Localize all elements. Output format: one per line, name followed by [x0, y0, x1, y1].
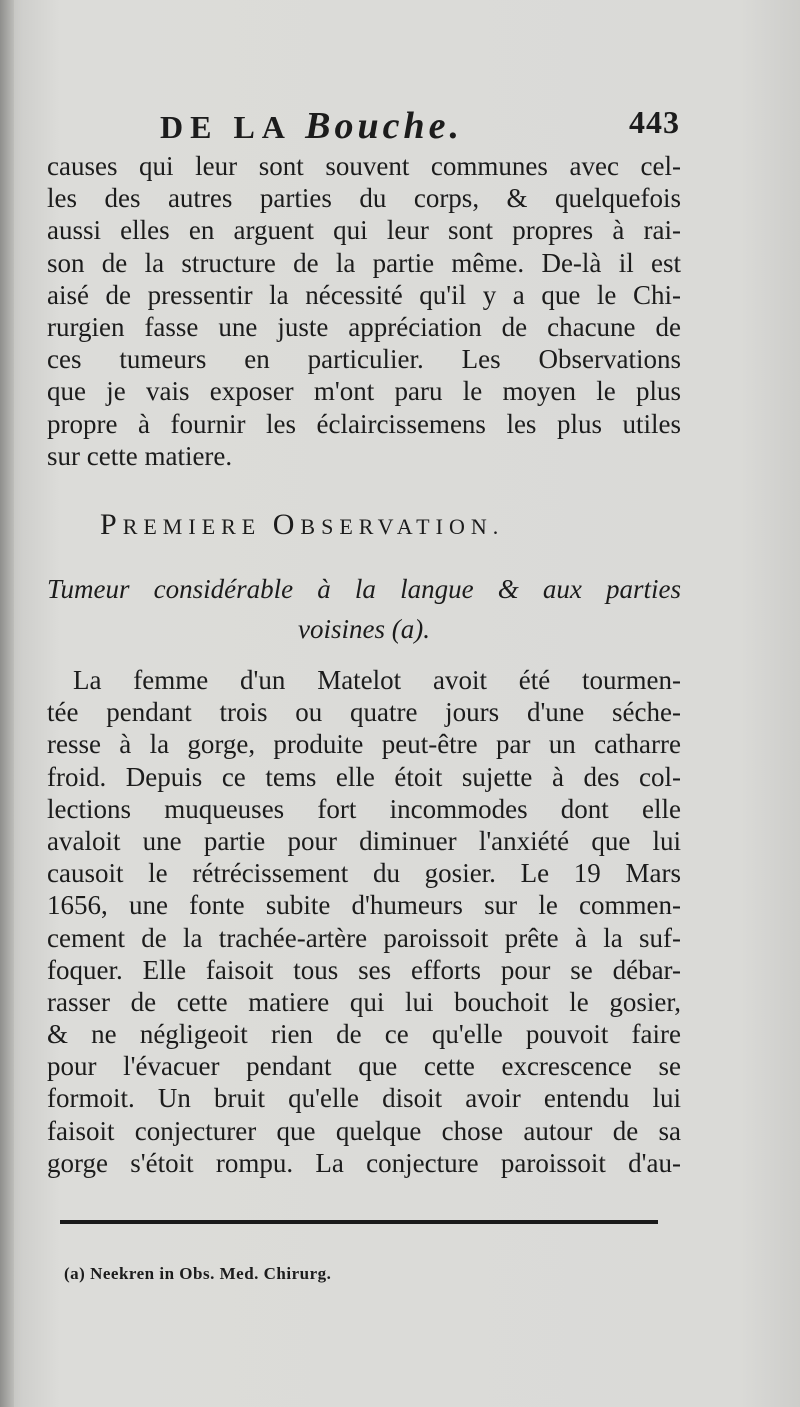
- text-line: froid. Depuis ce tems elle étoit sujette à des col-: [47, 761, 681, 792]
- section-title-part: REMIERE: [122, 514, 273, 539]
- text-line: 1656, une fonte subite d'humeurs sur le commen-: [47, 890, 681, 921]
- text-line: gorge s'étoit rompu. La conjecture paroissoit d'au-: [47, 1147, 681, 1178]
- text-line: formoit. Un bruit qu'elle disoit avoir entendu lui: [47, 1083, 681, 1114]
- text-line: que je vais exposer m'ont paru le moyen le plus: [47, 376, 681, 407]
- text-line: ces tumeurs en particulier. Les Observations: [47, 344, 681, 375]
- section-title-initial: P: [100, 508, 123, 541]
- page-header: [160, 104, 680, 148]
- text-line: causes qui leur sont souvent communes avec cel-: [47, 151, 681, 181]
- page-number: 443: [629, 104, 680, 140]
- text-line: cement de la trachée-artère paroissoit prête à la suf-: [47, 922, 681, 953]
- text-line: les des autres parties du corps, & quelquefois: [47, 183, 681, 214]
- text-line: rurgien fasse une juste appréciation de chacune de: [47, 311, 681, 342]
- text-line: lections muqueuses fort incommodes dont elle: [47, 793, 681, 824]
- running-title-prefix: DE LA: [160, 109, 291, 145]
- subtitle-line: Tumeur considérable à la langue & aux parties: [47, 574, 681, 604]
- intro-paragraph: [47, 150, 681, 472]
- section-title-initial: O: [272, 508, 301, 541]
- text-line: causoit le rétrécissement du gosier. Le 19 Mars: [47, 858, 681, 889]
- text-line: aisé de pressentir la nécessité qu'il y a que le Chi-: [47, 279, 681, 310]
- text-line: aussi elles en arguent qui leur sont propres à rai-: [47, 215, 681, 246]
- subtitle-line: voisines (a).: [298, 614, 430, 644]
- text-line: son de la structure de la partie même. De-là il est: [47, 247, 681, 278]
- running-title: [160, 104, 463, 148]
- text-line: pour l'évacuer pendant que cette excrescence se: [47, 1051, 681, 1082]
- text-line: rasser de cette matiere qui lui bouchoit le gosier,: [47, 986, 681, 1017]
- text-line: foquer. Elle faisoit tous ses efforts pour se débar-: [47, 954, 681, 985]
- text-line: resse à la gorge, produite peut-être par un catharre: [47, 729, 681, 760]
- footnote: (a) Neekren in Obs. Med. Chirurg.: [64, 1264, 332, 1283]
- observation-paragraph: [47, 664, 681, 1179]
- running-title-word: Bouche.: [305, 105, 463, 147]
- text-line: tée pendant trois ou quatre jours d'une séche-: [47, 697, 681, 728]
- footnote-rule: [60, 1220, 658, 1224]
- text-line: propre à fournir les éclaircissemens les plus utiles: [47, 408, 681, 439]
- section-title-part: BSERVATION.: [300, 514, 505, 539]
- page-gutter: [0, 0, 14, 1407]
- section-subtitle: [47, 569, 681, 649]
- text-line: avaloit une partie pour diminuer l'anxiété que lui: [47, 825, 681, 856]
- text-line: La femme d'un Matelot avoit été tourmen-: [73, 665, 681, 695]
- section-title: [100, 508, 660, 542]
- text-line: & ne négligeoit rien de ce qu'elle pouvoit faire: [47, 1019, 681, 1050]
- text-line: sur cette matiere.: [47, 440, 233, 471]
- text-line: faisoit conjecturer que quelque chose autour de sa: [47, 1115, 681, 1146]
